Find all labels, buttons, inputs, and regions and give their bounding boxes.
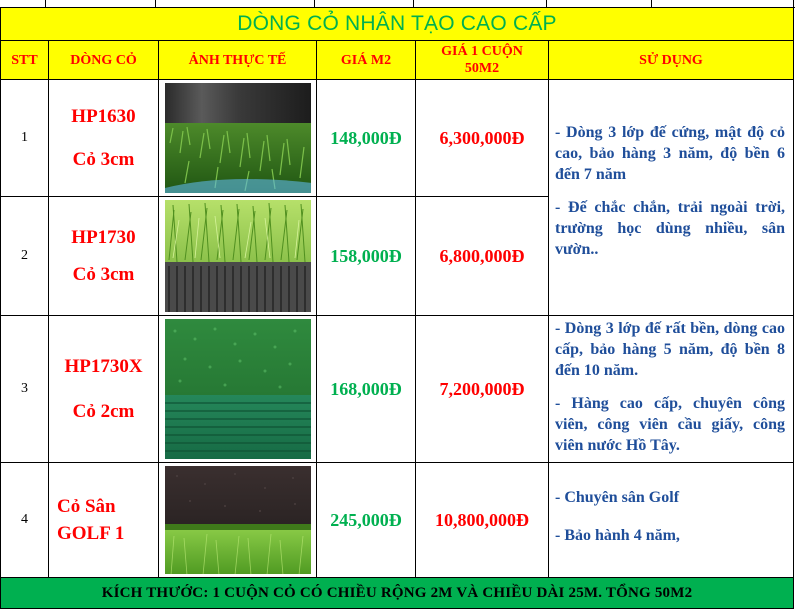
price-m2: 148,000Đ — [317, 80, 416, 197]
table-row — [1, 80, 794, 197]
price-roll: 6,800,000Đ — [416, 197, 549, 316]
product-height: Cỏ 2cm — [72, 401, 135, 422]
usage-group-1 — [549, 80, 794, 316]
row-stt: 1 — [1, 80, 49, 197]
product-code-line1: Cỏ Sân — [57, 496, 116, 517]
header-stt: STT — [1, 41, 49, 80]
price-roll: 10,800,000Đ — [416, 463, 549, 578]
usage-group-3 — [549, 463, 794, 578]
grass-roll-photo — [159, 80, 317, 197]
price-roll: 7,200,000Đ — [416, 316, 549, 463]
product-code: HP1730 — [71, 227, 136, 248]
header-anh: ẢNH THỰC TẾ — [159, 41, 317, 80]
row-stt: 4 — [1, 463, 49, 578]
grass-closeup-photo — [159, 197, 317, 316]
header-row — [1, 41, 794, 80]
usage-line: - Bảo hành 4 năm, — [555, 527, 680, 544]
header-gia-cuon — [416, 41, 549, 80]
row-stt: 2 — [1, 197, 49, 316]
price-m2: 158,000Đ — [317, 197, 416, 316]
price-m2: 168,000Đ — [317, 316, 416, 463]
header-gia-m2: GIÁ M2 — [317, 41, 416, 80]
footer-text: KÍCH THƯỚC: 1 CUỘN CỎ CÓ CHIỀU RỘNG 2M VÀ CHIỀU DÀI 25M. TỔNG 50M2 — [101, 584, 693, 601]
row-stt: 3 — [1, 316, 49, 463]
row-product — [49, 80, 159, 197]
price-m2: 245,000Đ — [317, 463, 416, 578]
price-roll: 6,300,000Đ — [416, 80, 549, 197]
usage-line: - Đế chắc chắn, trải ngoài trời, trường học dùng nhiều, sân vườn.. — [555, 199, 786, 258]
header-gia-cuon-line1: GIÁ 1 CUỘN — [441, 44, 523, 59]
row-product — [49, 197, 159, 316]
product-height: Cỏ 3cm — [72, 264, 135, 285]
row-product — [49, 463, 159, 578]
product-code-line2: GOLF 1 — [57, 523, 125, 544]
product-height: Cỏ 3cm — [72, 149, 135, 170]
table-row — [1, 463, 794, 578]
usage-line: - Dòng 3 lớp đế rất bền, dòng cao cấp, bảo hàng 5 năm, độ bền 8 đến 10 năm. — [555, 320, 786, 379]
product-code: HP1730X — [64, 356, 143, 377]
table-row — [1, 316, 794, 463]
header-gia-cuon-line2: 50M2 — [464, 61, 500, 76]
header-dong-co: DÒNG CỎ — [49, 41, 159, 80]
row-product — [49, 316, 159, 463]
golf-grass-photo — [159, 463, 317, 578]
price-table — [0, 7, 794, 609]
product-code: HP1630 — [71, 106, 136, 127]
header-su-dung: SỬ DỤNG — [549, 41, 794, 80]
usage-line: - Chuyên sân Golf — [555, 489, 680, 506]
usage-line: - Dòng 3 lớp đế cứng, mật độ cỏ cao, bảo hàng 3 năm, độ bền 6 đến 7 năm — [555, 124, 786, 183]
usage-line: - Hàng cao cấp, chuyên công viên, công viên cầu giấy, công viên nước Hồ Tây. — [555, 395, 786, 454]
footer-size-note — [1, 578, 794, 609]
short-grass-photo — [159, 316, 317, 463]
table-title: DÒNG CỎ NHÂN TẠO CAO CẤP — [1, 8, 794, 41]
usage-group-2 — [549, 316, 794, 463]
